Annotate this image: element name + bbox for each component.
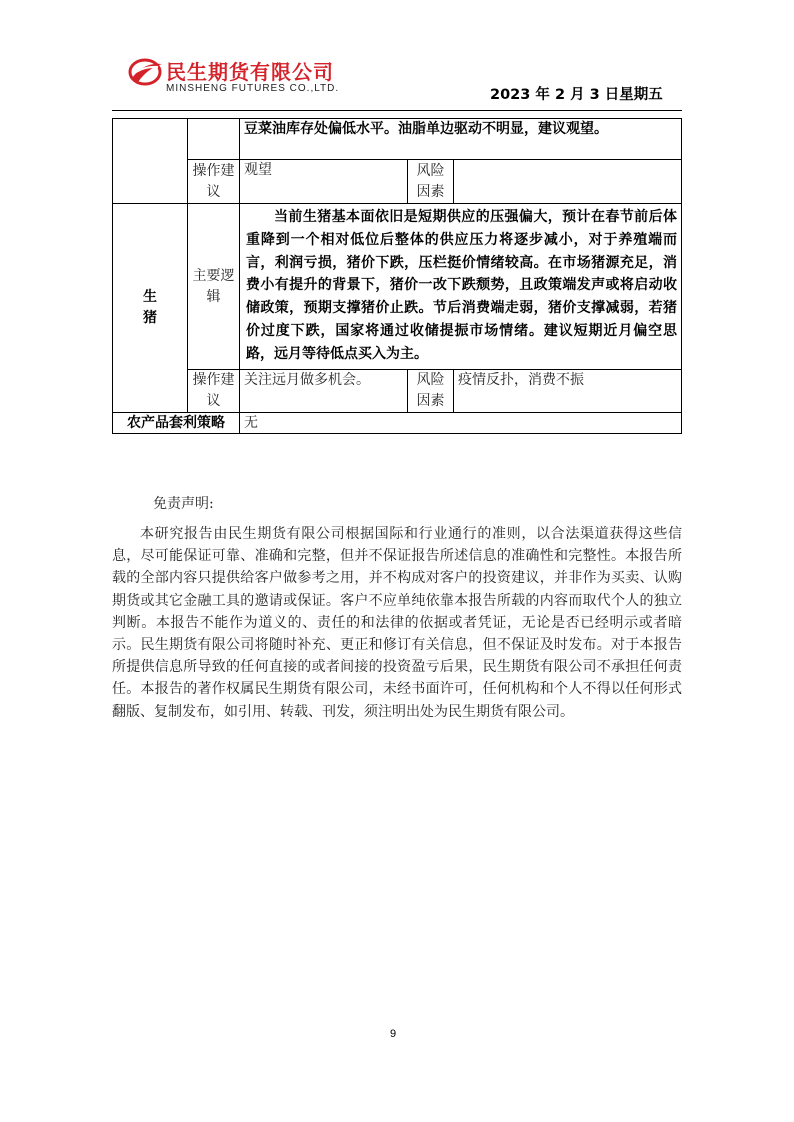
hog-op-value: 关注远月做多机会。	[240, 370, 408, 413]
oil-risk-label: 风险因素	[408, 160, 454, 204]
oil-op-value: 观望	[240, 160, 408, 204]
table-row	[113, 204, 682, 370]
hog-logic-label: 主要逻辑	[188, 204, 240, 370]
table-row	[113, 160, 682, 204]
hog-product-label: 生猪	[143, 289, 157, 326]
page-number: 9	[390, 1028, 397, 1040]
hog-risk-value: 疫情反扑，消费不振	[454, 370, 682, 413]
disclaimer-body: 本研究报告由民生期货有限公司根据国际和行业通行的准则，以合法渠道获得这些信息，尽可能保证可靠、准确和完整，但并不保证报告所述信息的准确性和完整性。本报告所载的全部内容只提供给客户做参考之用，并不构成对客户的投资建议，并非作为买卖、认购期货或其它金融工具的邀请或保证。客户不应单纯依靠本报告所载的内容而取代个人的独立判断。本报告不能作为道义的、责任的和法律的依据或者凭证，无论是否已经明示或者暗示。民生期货有限公司将随时补充、更正和修订有关信息，但不保证及时发布。对于本报告所提供信息所导致的任何直接的或者间接的投资盈亏后果，民生期货有限公司不承担任何责任。本报告的著作权属民生期货有限公司，未经书面许可，任何机构和个人不得以任何形式翻版、复制发布，如引用、转载、刊发，须注明出处为民生期货有限公司。	[112, 526, 682, 720]
oil-product-cell	[113, 119, 188, 204]
hog-op-label: 操作建议	[188, 370, 240, 413]
table-row	[113, 370, 682, 413]
hog-logic-text: 当前生猪基本面依旧是短期供应的压强偏大，预计在春节前后体重降到一个相对低位后整体的供应压力将逐步减小，对于养殖端而言，利润亏损，猪价下跌，压栏挺价情绪较高。在市场猪源充足，消费小有提升的背景下，猪价一改下跌颓势，且政策端发声或将启动收储政策，预期支撑猪价止跌。节后消费端走弱，猪价支撑减弱，若猪价过度下跌，国家将通过收储提振市场情绪。建议短期近月偏空思路，远月等待低点买入为主。	[240, 204, 682, 370]
logo-english-name: MINSHENG FUTURES CO.,LTD.	[166, 83, 340, 94]
arb-strategy-value: 无	[240, 413, 682, 434]
company-logo	[128, 56, 368, 100]
hog-risk-label: 风险因素	[408, 370, 454, 413]
arb-strategy-label: 农产品套利策略	[113, 413, 240, 434]
oil-op-label: 操作建议	[188, 160, 240, 204]
oil-risk-value	[454, 160, 682, 204]
table-row	[113, 413, 682, 434]
oil-logic-label-cell	[188, 119, 240, 160]
disclaimer-title: 免责声明:	[153, 496, 214, 512]
disclaimer-section	[112, 494, 682, 723]
strategy-table	[112, 118, 682, 434]
hog-product-cell	[113, 204, 188, 413]
logo-emblem-icon	[128, 58, 164, 86]
logo-chinese-name: 民生期货有限公司	[166, 60, 334, 84]
table-row	[113, 119, 682, 160]
oil-logic-continued: 豆菜油库存处偏低水平。油脂单边驱动不明显，建议观望。	[240, 119, 682, 160]
report-date: 2023 年 2 月 3 日星期五	[490, 87, 663, 103]
header-divider	[112, 110, 682, 111]
